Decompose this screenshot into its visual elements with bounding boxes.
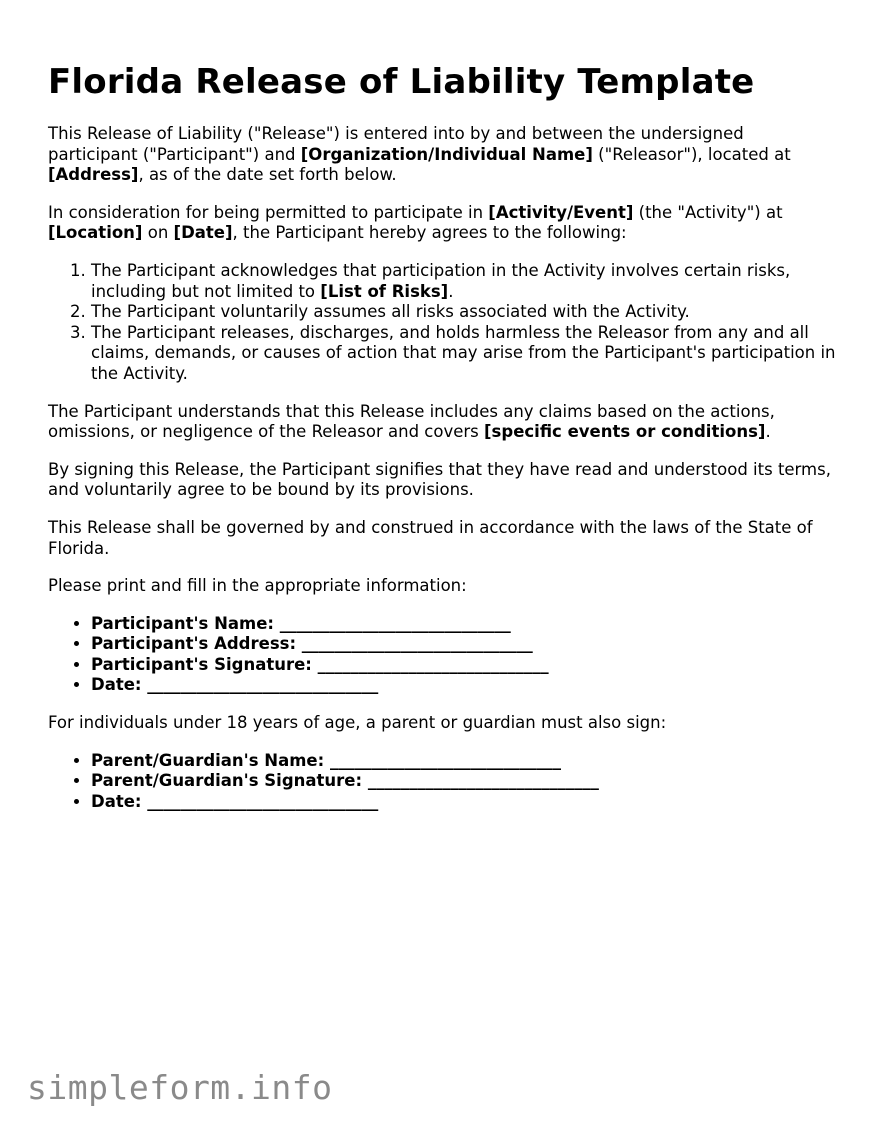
term-item-3 (91, 323, 838, 385)
document-title: Florida Release of Liability Template (48, 62, 755, 102)
signing-paragraph: By signing this Release, the Participant signifies that they have read and understood its terms, and voluntarily agree to be bound by its provisions. (48, 459, 831, 500)
consideration-text-4: , the Participant hereby agrees to the following: (232, 223, 627, 243)
intro-text-2: ("Releasor"), located at (592, 144, 791, 164)
term-2-text: The Participant voluntarily assumes all risks associated with the Activity. (91, 302, 690, 322)
terms-list (48, 261, 838, 385)
intro-text-1: This Release of Liability ("Release") is entered into by and between the undersigned participant ("Participant") and (48, 124, 744, 164)
governing-law-paragraph: This Release shall be governed by and construed in accordance with the laws of the State of Florida. (48, 517, 813, 558)
guardian-signature-field: • Parent/Guardian's Signature: ____________________________ (91, 771, 838, 792)
term-1-text: The Participant acknowledges that participation in the Activity involves certain risks, including but not limited to (91, 260, 791, 301)
understands-text-1: The Participant understands that this Release includes any claims based on the actions, omissions, or negligence of the Releasor and covers (48, 401, 775, 442)
term-item-1 (91, 261, 838, 302)
address-placeholder: [Address] (48, 165, 139, 185)
guardian-name-field: • Parent/Guardian's Name: ____________________________ (91, 751, 838, 772)
guardian-fields-list (48, 751, 838, 813)
location-placeholder: [Location] (48, 223, 143, 243)
term-item-2 (91, 302, 838, 323)
intro-paragraph (48, 124, 838, 186)
understands-paragraph (48, 402, 838, 443)
document-page (48, 0, 838, 829)
minor-prompt: For individuals under 18 years of age, a parent or guardian must also sign: (48, 713, 667, 733)
consideration-paragraph (48, 203, 838, 244)
participant-date-field: • Date: ____________________________ (91, 675, 838, 696)
consideration-text-1: In consideration for being permitted to participate in (48, 202, 489, 222)
guardian-date-field: • Date: ____________________________ (91, 792, 838, 813)
participant-address-field: • Participant's Address: ____________________________ (91, 634, 838, 655)
consideration-text-3: on (142, 223, 174, 243)
term-1-end: . (448, 281, 454, 301)
participant-signature-field: • Participant's Signature: ____________________________ (91, 655, 838, 676)
watermark-text: simpleform.info (27, 1068, 333, 1107)
participant-fields-list (48, 614, 838, 696)
organization-placeholder: [Organization/Individual Name] (300, 144, 593, 164)
activity-placeholder: [Activity/Event] (488, 202, 634, 222)
understands-text-2: . (765, 422, 771, 442)
date-placeholder: [Date] (173, 223, 233, 243)
term-3-text: The Participant releases, discharges, and holds harmless the Releasor from any and all claims, demands, or causes of action that may arise from the Participant's participation in the Activity. (91, 322, 836, 383)
fill-prompt: Please print and fill in the appropriate information: (48, 576, 467, 596)
intro-text-3: , as of the date set forth below. (138, 165, 397, 185)
document-body (48, 124, 838, 812)
consideration-text-2: (the "Activity") at (633, 202, 783, 222)
participant-name-field: • Participant's Name: ____________________________ (91, 614, 838, 635)
events-placeholder: [specific events or conditions] (484, 422, 766, 442)
risks-placeholder: [List of Risks] (320, 281, 449, 301)
